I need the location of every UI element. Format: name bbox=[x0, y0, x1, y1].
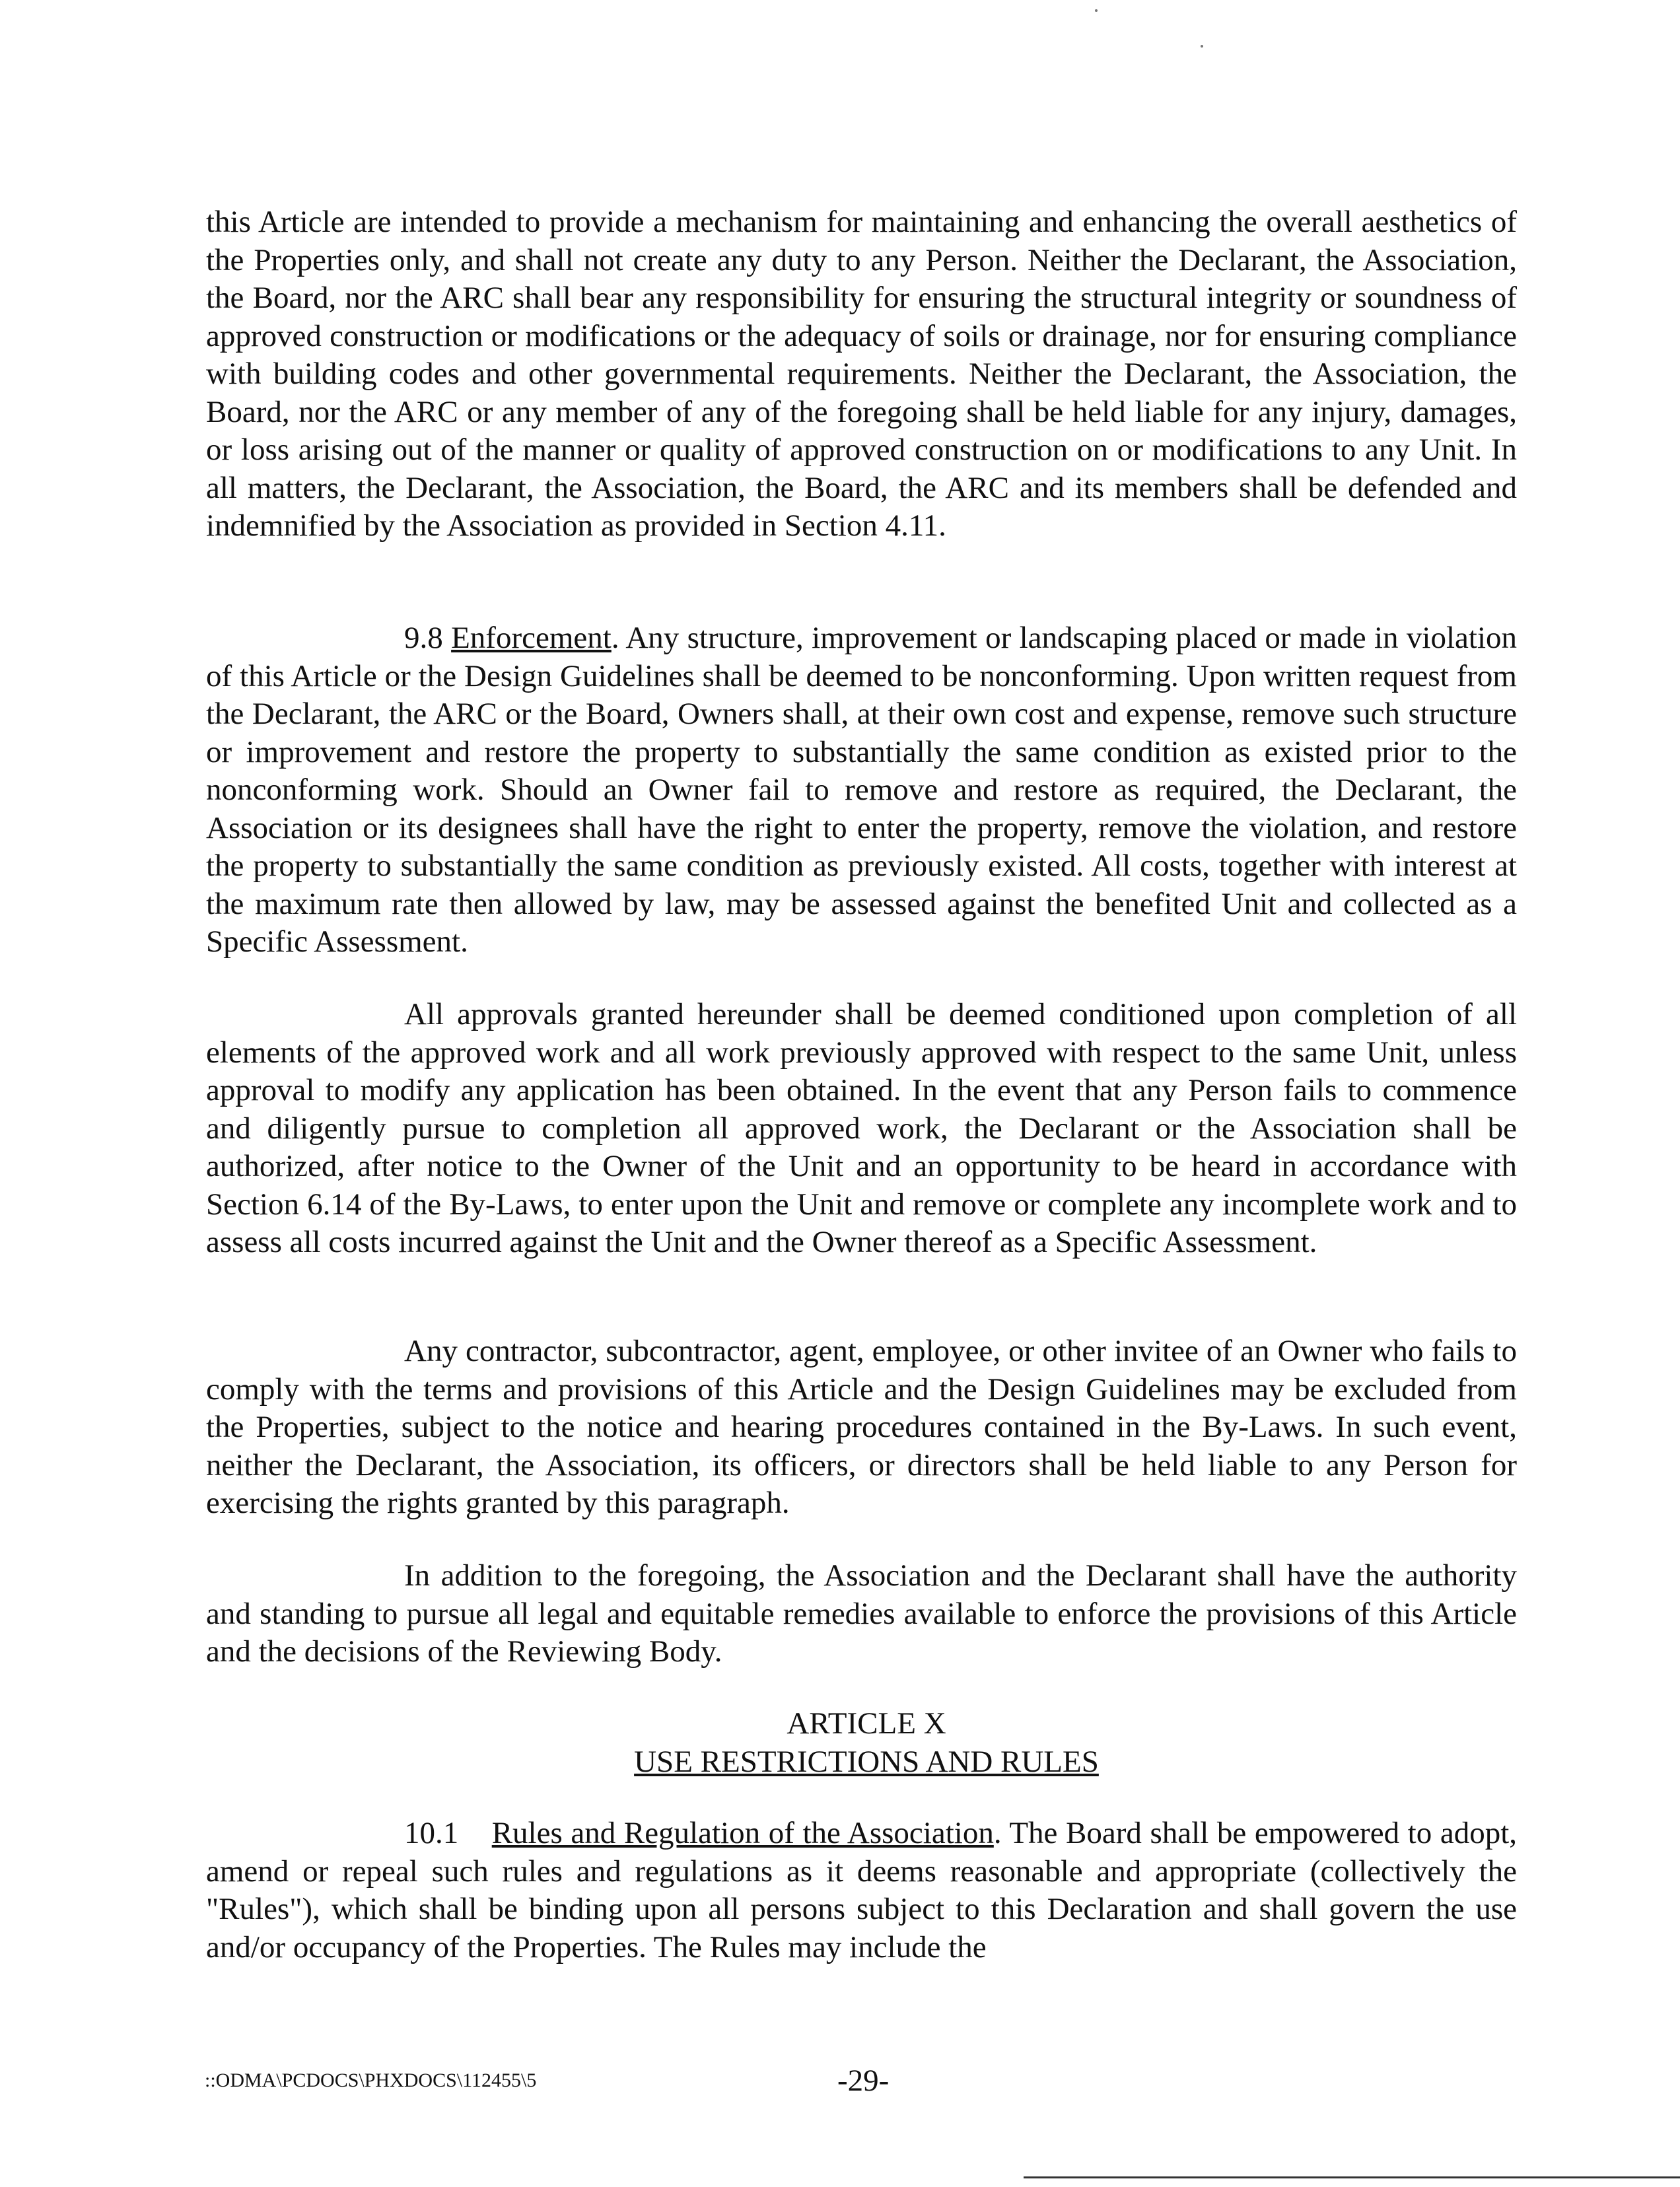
contractor-text: Any contractor, subcontractor, agent, employee, or other invitee of an Owner who fails to comply with the terms and provisions of this Article and the Design Guidelines may be excluded from the Properties, subject to the notice and hearing procedures contained in the By-Laws. In such event, neither the Declarant, the Association, its officers, or directors shall be held liable to any Person for exercising the rights granted by this paragraph. bbox=[206, 1334, 1517, 1520]
footer-page-number: -29- bbox=[837, 2064, 890, 2098]
addition-paragraph bbox=[206, 1557, 1517, 1711]
section-9-8-number: 9.8 bbox=[404, 621, 452, 655]
section-9-8-paragraph bbox=[206, 619, 1517, 961]
continuation-text: this Article are intended to provide a mechanism for maintaining and enhancing the overall aesthetics of the Properties only, and shall not create any duty to any Person. Neither the Declarant, the Association, the Board, nor the ARC shall bear any responsibility for ensuring the structural integrity or soundness of approved construction or modifications or the adequacy of soils or drainage, nor for ensuring compliance with building codes and other governmental requirements. Neither the Declarant, the Association, the Board, nor the ARC or any member of any of the foregoing shall be held liable for any injury, damages, or loss arising out of the manner or quality of approved construction on or modifications to any Unit. In all matters, the Declarant, the Association, the Board, the ARC and its members shall be defended and indemnified by the Association as provided in Section 4.11. bbox=[206, 205, 1517, 543]
article-title: USE RESTRICTIONS AND RULES bbox=[634, 1745, 1099, 1779]
section-10-1-text: . The Board shall be empowered to adopt, amend or repeal such rules and regulations as it deems reasonable and appropriate (collectively the "Rules"), which shall be binding upon all persons subject to this Declaration and shall govern the use and/or occupancy of the Properties. The Rules may include the bbox=[206, 1816, 1518, 1964]
section-9-8 bbox=[206, 619, 1517, 1001]
section-10-1-title: Rules and Regulation of the Association bbox=[491, 1816, 994, 1850]
scan-speck bbox=[1201, 45, 1203, 48]
approvals-paragraph bbox=[206, 996, 1517, 1302]
section-9-8-title: Enforcement bbox=[451, 621, 612, 655]
contractor-paragraph bbox=[206, 1333, 1517, 1562]
section-9-8-text: . Any structure, improvement or landscaping placed or made in violation of this Article or the Design Guidelines shall be deemed to be nonconforming. Upon written request from the Declarant, the ARC or the Board, Owners shall, at their own cost and expense, remove such structure or improvement and restore the property to substantially the same condition as existed prior to the nonconforming work. Should an Owner fail to remove and restore as required, the Declarant, the Association or its designees shall have the right to enter the property, remove the violation, and restore the property to substantially the same condition as previously existed. All costs, together with interest at the maximum rate then allowed by law, may be assessed against the benefited Unit and collected as a Specific Assessment. bbox=[206, 621, 1517, 959]
scan-speck bbox=[1095, 9, 1098, 12]
footer-rule bbox=[1024, 2176, 1680, 2178]
addition-text: In addition to the foregoing, the Association and the Declarant shall have the authority and standing to pursue all legal and equitable remedies available to enforce the provisions of this Article and the decisions of the Reviewing Body. bbox=[206, 1558, 1517, 1669]
continuation-paragraph bbox=[206, 203, 1517, 585]
footer-document-path: ::ODMA\PCDOCS\PHXDOCS\112455\5 bbox=[205, 2069, 537, 2091]
approvals-text: All approvals granted hereunder shall be deemed conditioned upon completion of all elements of the approved work and all work previously approved with respect to the same Unit, unless approval to modify any application has been obtained. In the event that any Person fails to commence and diligently pursue to completion all approved work, the Declarant or the Association shall be authorized, after notice to the Owner of the Unit and an opportunity to be heard in accordance with Section 6.14 of the By-Laws, to enter upon the Unit and remove or complete any incomplete work and to assess all costs incurred against the Unit and the Owner thereof as a Specific Assessment. bbox=[206, 997, 1517, 1259]
article-number: ARTICLE X bbox=[787, 1706, 946, 1741]
section-10-1-number: 10.1 bbox=[404, 1816, 492, 1850]
section-10-1-paragraph bbox=[206, 1815, 1517, 1966]
section-10-1 bbox=[206, 1815, 1517, 2006]
